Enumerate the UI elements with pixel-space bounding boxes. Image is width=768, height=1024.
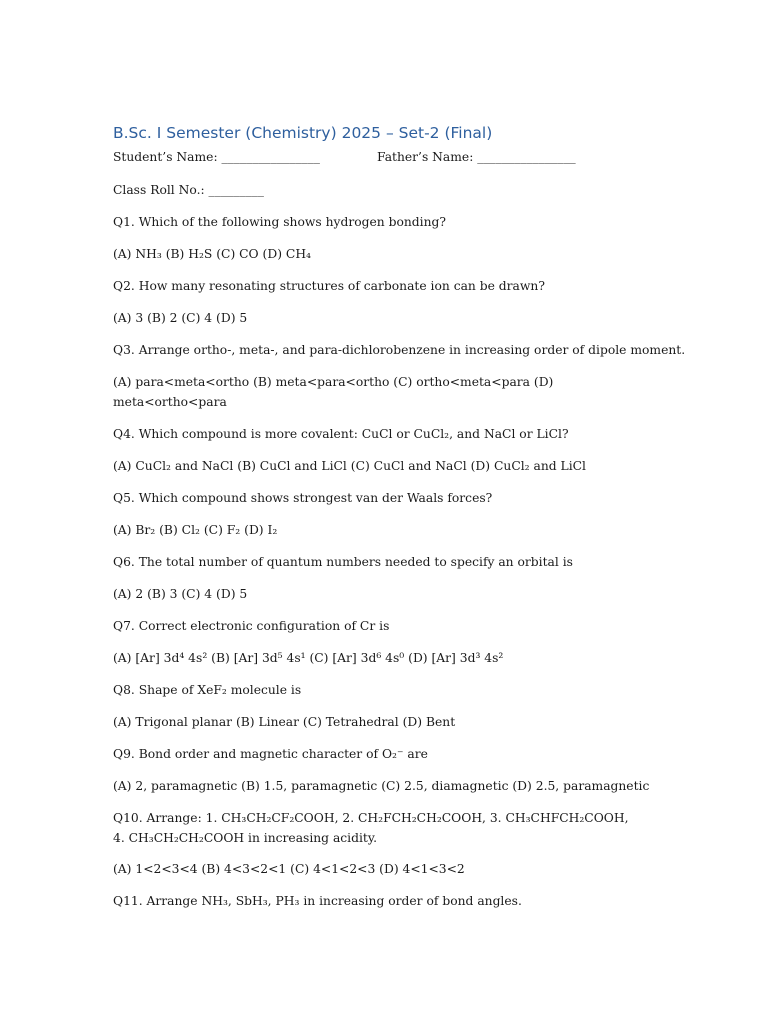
question-4: Q4. Which compound is more covalent: CuCl or CuCl₂, and NaCl or LiCl?: [113, 427, 569, 441]
question-1: Q1. Which of the following shows hydrogen bonding?: [113, 215, 446, 229]
question-2: Q2. How many resonating structures of carbonate ion can be drawn?: [113, 279, 545, 293]
options-2: (A) 3 (B) 2 (C) 4 (D) 5: [113, 311, 248, 325]
roll-number-field: Class Roll No.: _________: [113, 183, 264, 197]
question-9: Q9. Bond order and magnetic character of O₂⁻ are: [113, 747, 428, 761]
options-4: (A) CuCl₂ and NaCl (B) CuCl and LiCl (C) CuCl and NaCl (D) CuCl₂ and LiCl: [113, 459, 586, 473]
question-11: Q11. Arrange NH₃, SbH₃, PH₃ in increasing order of bond angles.: [113, 894, 522, 908]
question-7: Q7. Correct electronic configuration of Cr is: [113, 619, 390, 633]
question-8: Q8. Shape of XeF₂ molecule is: [113, 683, 302, 697]
options-8: (A) Trigonal planar (B) Linear (C) Tetrahedral (D) Bent: [113, 715, 456, 729]
options-3: (A) para<meta<ortho (B) meta<para<ortho (C) ortho<meta<para (D) meta<ortho<para: [113, 375, 554, 409]
options-10: (A) 1<2<3<4 (B) 4<3<2<1 (C) 4<1<2<3 (D) 4<1<3<2: [113, 862, 465, 876]
question-3: Q3. Arrange ortho-, meta-, and para-dichlorobenzene in increasing order of dipole moment.: [113, 343, 686, 357]
options-7: (A) [Ar] 3d⁴ 4s² (B) [Ar] 3d⁵ 4s¹ (C) [Ar] 3d⁶ 4s⁰ (D) [Ar] 3d³ 4s²: [113, 651, 504, 665]
options-6: (A) 2 (B) 3 (C) 4 (D) 5: [113, 587, 248, 601]
options-1: (A) NH₃ (B) H₂S (C) CO (D) CH₄: [113, 247, 311, 261]
student-name-field: Student’s Name: ________________: [113, 150, 320, 164]
options-9: (A) 2, paramagnetic (B) 1.5, paramagnetic (C) 2.5, diamagnetic (D) 2.5, paramagnetic: [113, 779, 650, 793]
document-title: B.Sc. I Semester (Chemistry) 2025 – Set-2 (Final): [113, 124, 493, 142]
question-6: Q6. The total number of quantum numbers needed to specify an orbital is: [113, 555, 573, 569]
father-name-field: Father’s Name: ________________: [377, 150, 576, 164]
question-10: Q10. Arrange: 1. CH₃CH₂CF₂COOH, 2. CH₂FCH₂CH₂COOH, 3. CH₃CHFCH₂COOH, 4. CH₃CH₂CH₂COOH in increasing acidity.: [113, 811, 629, 845]
options-5: (A) Br₂ (B) Cl₂ (C) F₂ (D) I₂: [113, 523, 278, 537]
question-5: Q5. Which compound shows strongest van der Waals forces?: [113, 491, 493, 505]
